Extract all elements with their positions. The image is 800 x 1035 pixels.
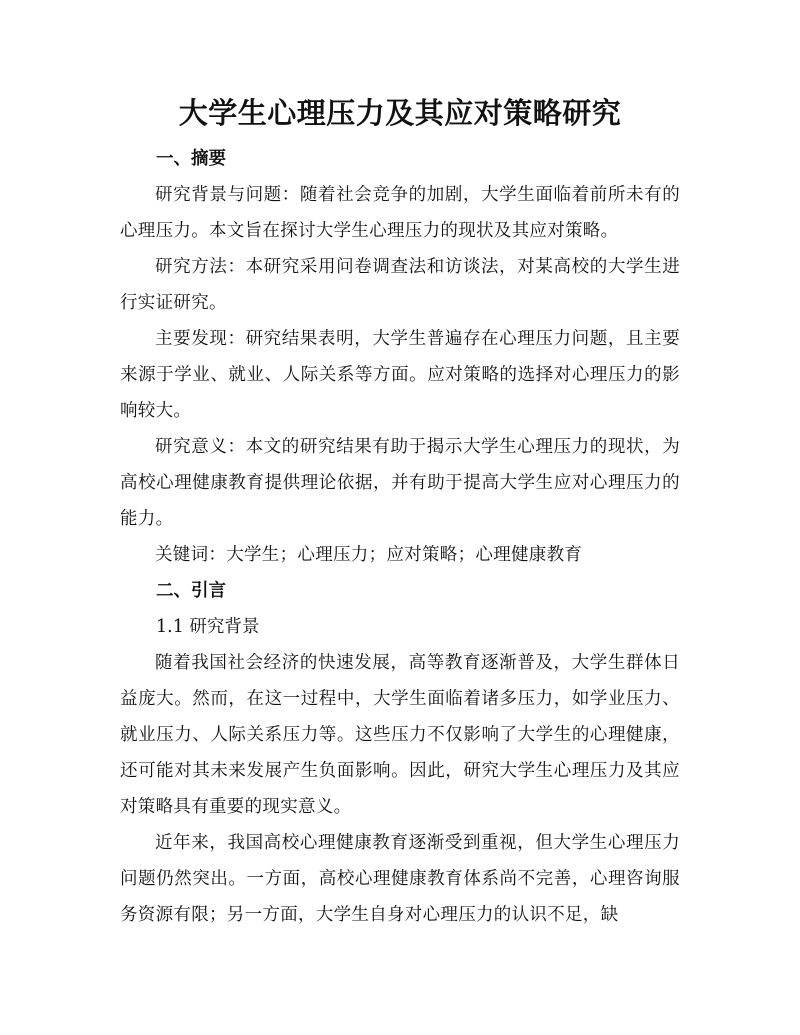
- keywords-line: 关键词：大学生；心理压力；应对策略；心理健康教育: [155, 545, 583, 565]
- section-1-1-heading: 1.1 研究背景: [156, 617, 260, 637]
- abstract-heading: 一、摘要: [156, 149, 226, 169]
- introduction-heading: 二、引言: [156, 581, 226, 601]
- abstract-methods-paragraph: 研究方法：本研究采用问卷调查法和访谈法，对某高校的大学生进行实证研究。: [120, 257, 680, 313]
- document-title: 大学生心理压力及其应对策略研究: [178, 96, 622, 130]
- introduction-paragraph-1: 随着我国社会经济的快速发展，高等教育逐渐普及，大学生群体日益庞大。然而，在这一过程中，大学生面临着诸多压力，如学业压力、就业压力、人际关系压力等。这些压力不仅影响了大学生的心理健康，还可能对其未来发展产生负面影响。因此，研究大学生心理压力及其应对策略具有重要的现实意义。: [120, 653, 680, 817]
- abstract-significance-paragraph: 研究意义：本文的研究结果有助于揭示大学生心理压力的现状，为高校心理健康教育提供理论依据，并有助于提高大学生应对心理压力的能力。: [120, 437, 680, 529]
- abstract-findings-paragraph: 主要发现：研究结果表明，大学生普遍存在心理压力问题，且主要来源于学业、就业、人际关系等方面。应对策略的选择对心理压力的影响较大。: [120, 329, 680, 421]
- introduction-paragraph-2: 近年来，我国高校心理健康教育逐渐受到重视，但大学生心理压力问题仍然突出。一方面，高校心理健康教育体系尚不完善，心理咨询服务资源有限；另一方面，大学生自身对心理压力的认识不足，缺: [120, 833, 680, 925]
- abstract-background-paragraph: 研究背景与问题：随着社会竞争的加剧，大学生面临着前所未有的心理压力。本文旨在探讨大学生心理压力的现状及其应对策略。: [120, 185, 680, 241]
